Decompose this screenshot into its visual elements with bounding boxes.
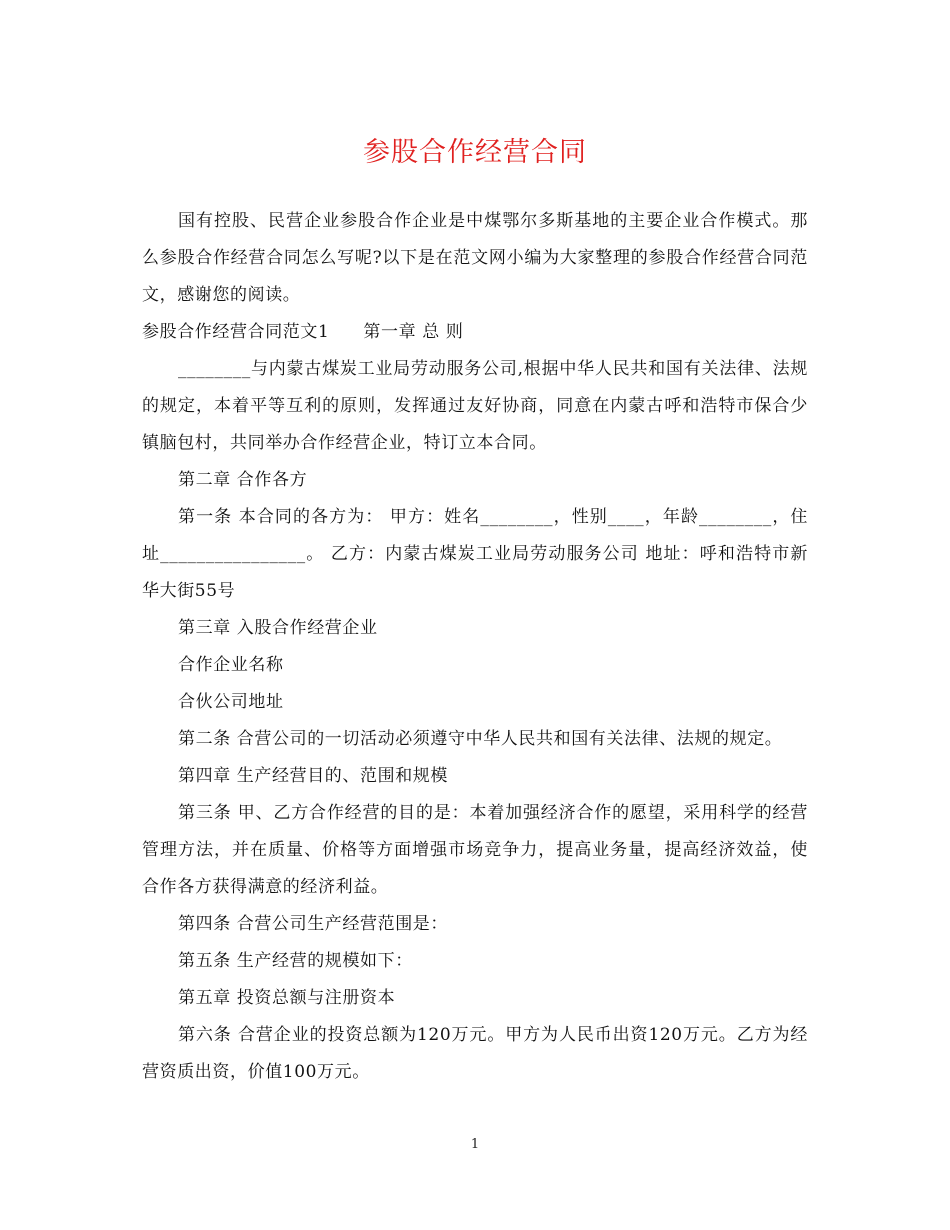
document-body xyxy=(142,203,808,1091)
page-number: 1 xyxy=(470,1137,480,1152)
chapter1-heading: 第一章 总 则 xyxy=(363,322,464,342)
sample-heading: 参股合作经营合同范文1 xyxy=(142,322,330,342)
document-title: 参股合作经营合同 xyxy=(363,137,587,168)
article5-paragraph: 第五条 生产经营的规模如下： xyxy=(178,951,413,971)
article1-paragraph: 第一条 本合同的各方为： 甲方：姓名________，性别____，年龄________，住址________________。 乙方：内蒙古煤炭工业局劳动服务公司 地址：呼和浩特市新华大街55号 xyxy=(142,507,808,601)
chapter1-paragraph: ________与内蒙古煤炭工业局劳动服务公司,根据中华人民共和国有关法律、法规的规定，本着平等互利的原则，发挥通过友好协商，同意在内蒙古呼和浩特市保合少镇脑包村，共同举办合作经营企业，特订立本合同。 xyxy=(142,359,808,453)
company-name-line: 合作企业名称 xyxy=(178,655,284,675)
article4-paragraph: 第四条 合营公司生产经营范围是： xyxy=(178,914,449,934)
company-address-line: 合伙公司地址 xyxy=(178,692,284,712)
article6-paragraph: 第六条 合营企业的投资总额为120万元。甲方为人民币出资120万元。乙方为经营资质出资，价值100万元。 xyxy=(142,1025,808,1082)
chapter4-heading: 第四章 生产经营目的、范围和规模 xyxy=(178,766,449,786)
chapter2-heading: 第二章 合作各方 xyxy=(178,470,308,490)
chapter3-heading: 第三章 入股合作经营企业 xyxy=(178,618,378,638)
article2-paragraph: 第二条 合营公司的一切活动必须遵守中华人民共和国有关法律、法规的规定。 xyxy=(178,729,783,749)
article3-paragraph: 第三条 甲、乙方合作经营的目的是：本着加强经济合作的愿望，采用科学的经营管理方法，并在质量、价格等方面增强市场竞争力，提高业务量，提高经济效益，使合作各方获得满意的经济利益。 xyxy=(142,803,808,897)
chapter5-heading: 第五章 投资总额与注册资本 xyxy=(178,988,396,1008)
intro-paragraph: 国有控股、民营企业参股合作企业是中煤鄂尔多斯基地的主要企业合作模式。那么参股合作经营合同怎么写呢?以下是在范文网小编为大家整理的参股合作经营合同范文，感谢您的阅读。 xyxy=(142,211,808,305)
sample-heading-line xyxy=(142,314,808,351)
